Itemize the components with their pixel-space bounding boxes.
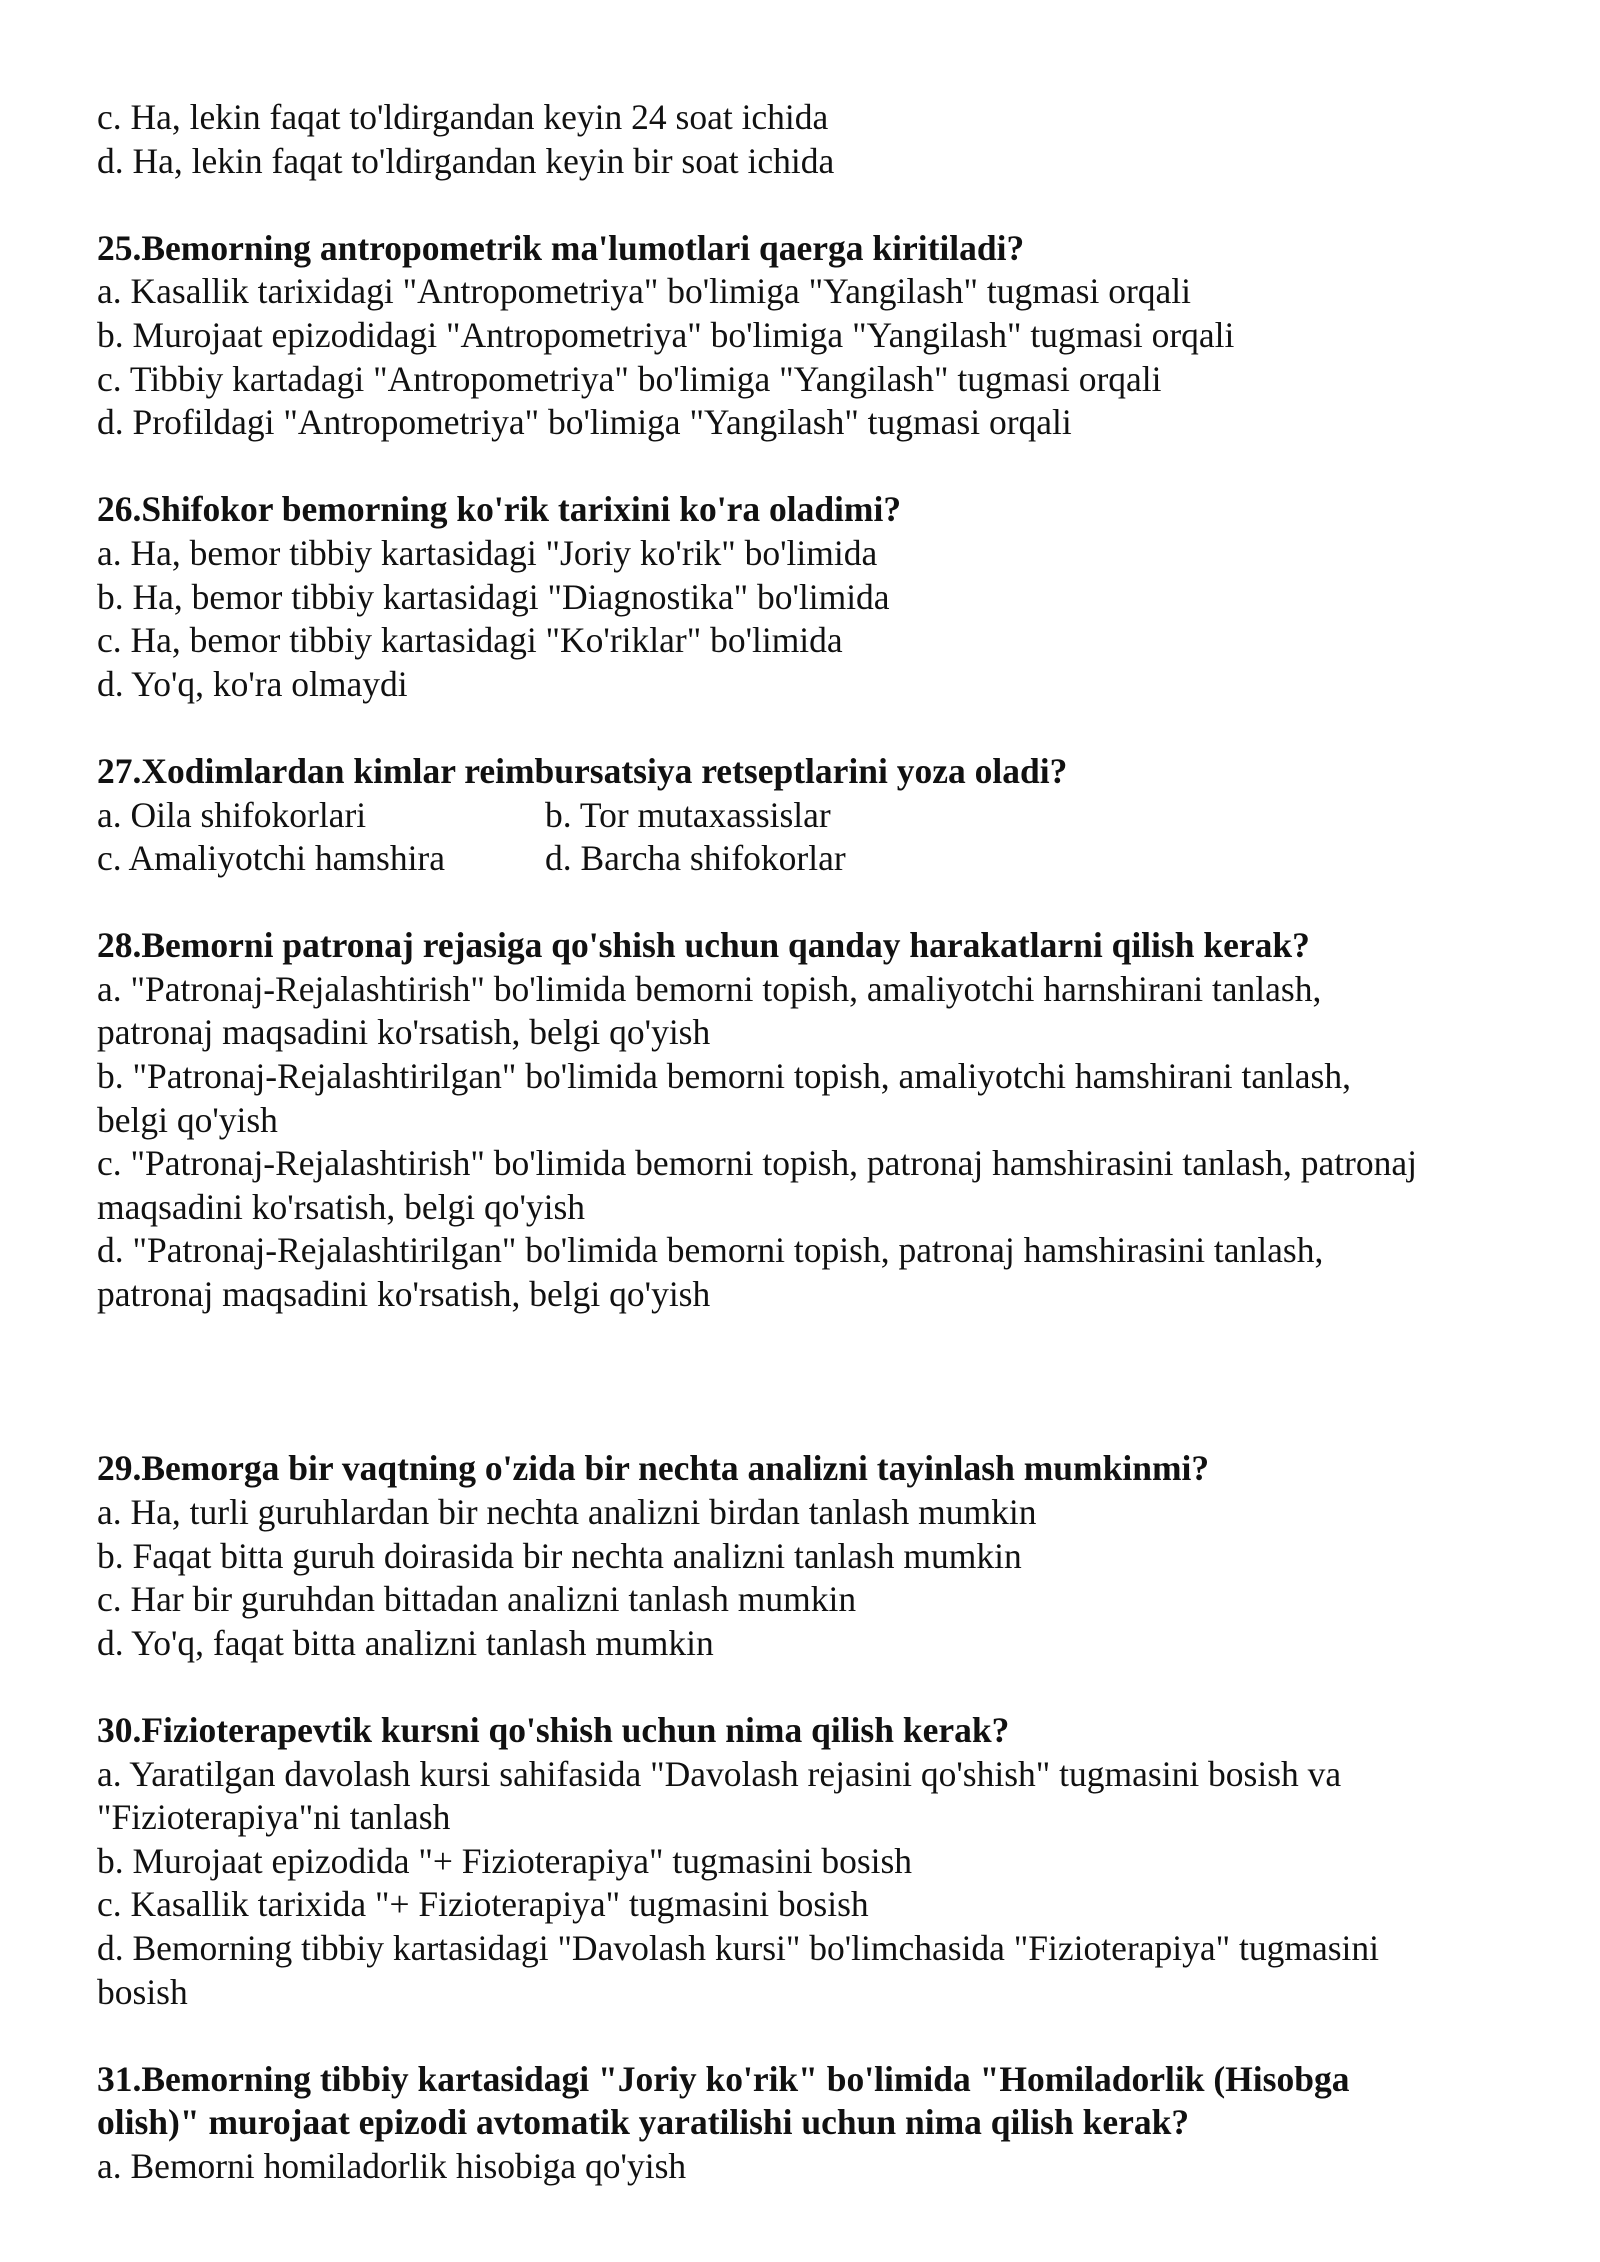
answer-option: d. Barcha shifokorlar	[545, 838, 846, 879]
answer-option-line: maqsadini ko'rsatish, belgi qo'yish	[97, 1186, 586, 1227]
answer-option	[97, 968, 1517, 1055]
answer-option-line: d. "Patronaj-Rejalashtirilgan" bo'limida bemorni topish, patronaj hamshirasini tanlash,	[97, 1230, 1324, 1271]
answer-option: d. Ha, lekin faqat to'ldirgandan keyin bir soat ichida	[97, 140, 835, 181]
answer-option: a. Oila shifokorlari	[97, 794, 367, 835]
answer-option-line: b. "Patronaj-Rejalashtirilgan" bo'limida bemorni topish, amaliyotchi hamshirani tanlash,	[97, 1056, 1351, 1097]
answer-row	[97, 837, 1517, 881]
question-title: 28.Bemorni patronaj rejasiga qo'shish uchun qanday harakatlarni qilish kerak?	[97, 925, 1310, 966]
question-block	[97, 1709, 1517, 2014]
answer-option: b. Faqat bitta guruh doirasida bir nechta analizni tanlash mumkin	[97, 1535, 1022, 1576]
answer-option: d. Profildagi "Antropometriya" bo'limiga "Yangilash" tugmasi orqali	[97, 402, 1072, 443]
question-title: 26.Shifokor bemorning ko'rik tarixini ko'ra oladimi?	[97, 489, 902, 530]
answer-option: c. Ha, bemor tibbiy kartasidagi "Ko'riklar" bo'limida	[97, 620, 843, 661]
answer-option	[97, 1927, 1517, 2014]
answer-option	[97, 1229, 1517, 1316]
answer-option-line: "Fizioterapiya"ni tanlash	[97, 1797, 451, 1838]
answer-option: a. Ha, bemor tibbiy kartasidagi "Joriy ko'rik" bo'limida	[97, 532, 878, 573]
answer-option: c. Amaliyotchi hamshira	[97, 838, 446, 879]
document-page	[97, 96, 1517, 2189]
answer-option: b. Ha, bemor tibbiy kartasidagi "Diagnostika" bo'limida	[97, 576, 890, 617]
question-block	[97, 1447, 1517, 1665]
answer-option: d. Yo'q, faqat bitta analizni tanlash mumkin	[97, 1622, 714, 1663]
answer-option-line: c. "Patronaj-Rejalashtirish" bo'limida bemorni topish, patronaj hamshirasini tanlash, patronaj	[97, 1143, 1418, 1184]
answer-option: b. Murojaat epizodidagi "Antropometriya" bo'limiga "Yangilash" tugmasi orqali	[97, 314, 1235, 355]
question-block	[97, 924, 1517, 1316]
question-title: 25.Bemorning antropometrik ma'lumotlari qaerga kiritiladi?	[97, 227, 1025, 268]
answer-option	[97, 1883, 1517, 1927]
answer-option: a. Kasallik tarixidagi "Antropometriya" bo'limiga "Yangilash" tugmasi orqali	[97, 271, 1192, 312]
answer-option	[97, 1142, 1517, 1229]
question-block	[97, 488, 1517, 706]
answer-option	[97, 1753, 1517, 1840]
answer-option-line: belgi qo'yish	[97, 1099, 278, 1140]
answer-option	[97, 1055, 1517, 1142]
question-title: 27.Xodimlardan kimlar reimbursatsiya retseptlarini yoza oladi?	[97, 750, 1068, 791]
answer-option: a. Ha, turli guruhlardan bir nechta analizni birdan tanlash mumkin	[97, 1492, 1037, 1533]
answer-option-line: d. Bemorning tibbiy kartasidagi "Davolash kursi" bo'limchasida "Fizioterapiya" tugmasini	[97, 1927, 1379, 1968]
answer-option: a. Bemorni homiladorlik hisobiga qo'yish	[97, 2145, 687, 2186]
answer-option: b. Tor mutaxassislar	[545, 794, 831, 835]
question-block	[97, 750, 1517, 881]
answer-option-line: patronaj maqsadini ko'rsatish, belgi qo'yish	[97, 1012, 711, 1053]
question-title: 30.Fizioterapevtik kursni qo'shish uchun nima qilish kerak?	[97, 1709, 1010, 1750]
answer-option: c. Har bir guruhdan bittadan analizni tanlash mumkin	[97, 1579, 857, 1620]
question-title: 31.Bemorning tibbiy kartasidagi "Joriy ko'rik" bo'limida "Homiladorlik (Hisobga	[97, 2058, 1350, 2099]
answer-option-line: a. Yaratilgan davolash kursi sahifasida "Davolash rejasini qo'shish" tugmasini bosish va	[97, 1753, 1342, 1794]
question-block	[97, 227, 1517, 445]
answer-option: d. Yo'q, ko'ra olmaydi	[97, 663, 408, 704]
answer-row	[97, 794, 1517, 838]
answer-option	[97, 1840, 1517, 1884]
answer-option-line: patronaj maqsadini ko'rsatish, belgi qo'yish	[97, 1274, 711, 1315]
answer-option-line: a. "Patronaj-Rejalashtirish" bo'limida bemorni topish, amaliyotchi harnshirani tanlash,	[97, 968, 1322, 1009]
answer-option-line: bosish	[97, 1971, 188, 2012]
answer-option-line: b. Murojaat epizodida "+ Fizioterapiya" tugmasini bosish	[97, 1840, 913, 1881]
question-title: 29.Bemorga bir vaqtning o'zida bir nechta analizni tayinlash mumkinmi?	[97, 1448, 1210, 1489]
question-block	[97, 2058, 1517, 2189]
answer-option: c. Ha, lekin faqat to'ldirgandan keyin 24 soat ichida	[97, 97, 829, 137]
answer-option: c. Tibbiy kartadagi "Antropometriya" bo'limiga "Yangilash" tugmasi orqali	[97, 358, 1162, 399]
question-title-continuation: olish)" murojaat epizodi avtomatik yaratilishi uchun nima qilish kerak?	[97, 2102, 1190, 2143]
answer-option-line: c. Kasallik tarixida "+ Fizioterapiya" tugmasini bosish	[97, 1884, 869, 1925]
